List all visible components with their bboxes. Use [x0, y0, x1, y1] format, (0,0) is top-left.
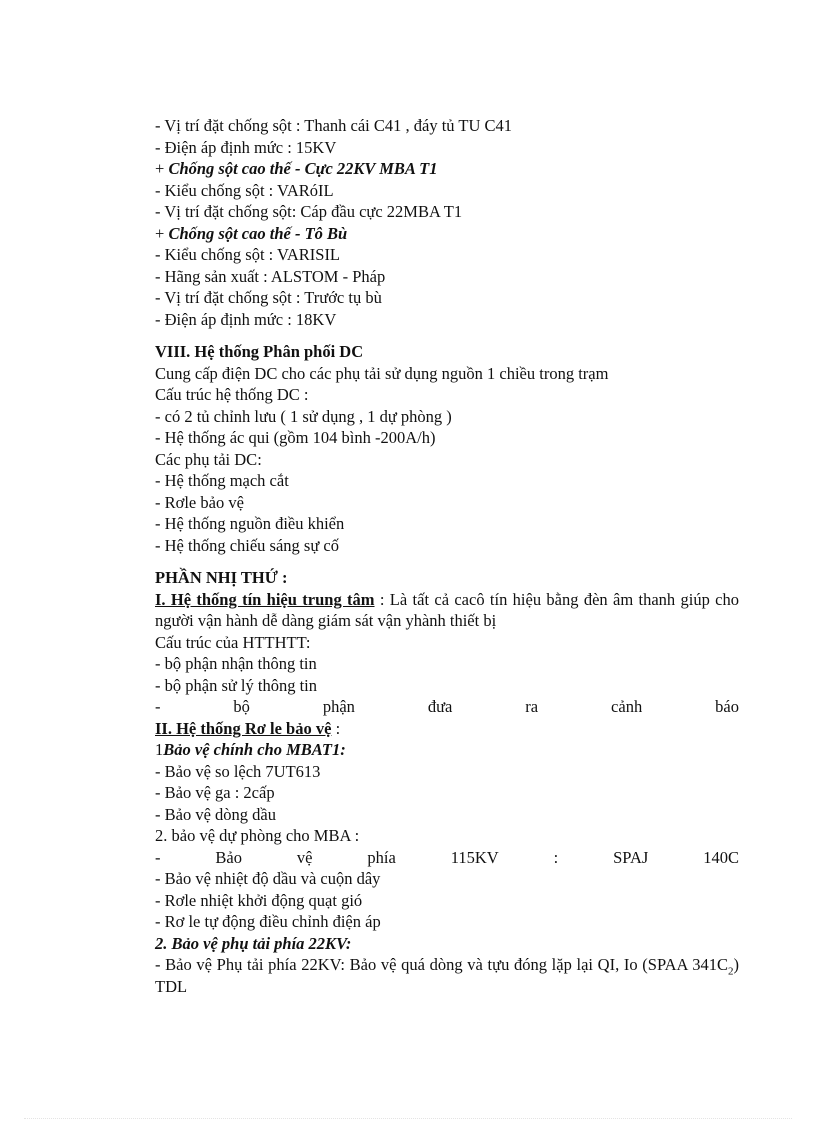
text-line: - Rơle nhiệt khởi động quạt gió — [155, 890, 363, 910]
subheading — [155, 739, 739, 761]
list-number: 1 — [155, 740, 164, 759]
word: Bảo — [215, 847, 242, 867]
text-line: - có 2 tủ chỉnh lưu ( 1 sử dụng , 1 dự phòng ) — [155, 406, 452, 426]
paragraph-text: - Bảo vệ Phụ tải phía 22KV: Bảo vệ quá dòng và tựu đóng lặp lại QI, Io (SPAA 341C — [155, 955, 728, 974]
text-line: - Hãng sản xuất : ALSTOM - Pháp — [155, 266, 386, 286]
word: 140C — [703, 847, 739, 867]
text-line: - bộ phận sử lý thông tin — [155, 675, 318, 695]
text-line: Cấu trúc của HTTHTT: — [155, 632, 311, 652]
bullet-plus: + — [155, 223, 169, 243]
page-bottom-rule — [24, 1118, 792, 1119]
text-line: - Rơ le tự động điều chỉnh điện áp — [155, 912, 381, 931]
word: SPAJ — [613, 847, 649, 867]
word: phía — [367, 847, 396, 867]
section-title: I. Hệ thống tín hiệu trung tâm — [155, 589, 375, 609]
paragraph-feeder-protection — [155, 954, 739, 997]
word: - — [155, 847, 161, 867]
word: : — [553, 847, 559, 867]
text-line: - Bảo vệ ga : 2cấp — [155, 783, 275, 802]
document-page — [155, 115, 739, 997]
text-line: 2. bảo vệ dự phòng cho MBA : — [155, 826, 360, 845]
word: vệ — [296, 847, 313, 867]
text-line: - Kiểu chống sột : VARISIL — [155, 245, 341, 264]
text-line: - Vị trí đặt chống sột : Thanh cái C41 , đáy tủ TU C41 — [155, 116, 513, 135]
word: 115KV — [450, 847, 499, 867]
justified-line — [155, 696, 739, 718]
subheading-text: Chống sột cao thế - Cực 22KV MBA T1 — [168, 159, 438, 178]
subheading-text: Bảo vệ chính cho MBAT1: — [163, 740, 346, 759]
word: ra — [525, 697, 539, 716]
text-line: - Rơle bảo vệ — [155, 492, 244, 512]
section-text: : Là tất cả cacô tín hiệu bằng đèn âm thanh giúp cho người vận hành dễ dàng giám sát vận yhành thiết bị — [155, 589, 739, 630]
paragraph-signal-system — [155, 589, 739, 632]
text-line: - Điện áp định mức : 15KV — [155, 137, 337, 157]
text-line: Các phụ tải DC: — [155, 449, 262, 469]
section-heading-relay — [155, 718, 739, 740]
subheading-text: Chống sột cao thế - Tô Bù — [168, 223, 348, 243]
text-line: - Bảo vệ nhiệt độ dầu và cuộn dây — [155, 869, 381, 888]
word: phận — [322, 697, 355, 716]
text-line: - Hệ thống mạch cắt — [155, 471, 289, 490]
text-line: - Hệ thống nguồn điều khiển — [155, 514, 345, 533]
subheading: 2. Bảo vệ phụ tải phía 22KV: — [155, 933, 352, 953]
section-text: : — [331, 718, 341, 738]
word: báo — [715, 697, 739, 716]
subheading — [155, 158, 739, 180]
text-line: - Điện áp định mức : 18KV — [155, 309, 337, 329]
paragraph-text-end: ) TDL — [155, 955, 739, 996]
justified-line — [155, 847, 739, 869]
text-line: - Hệ thống chiếu sáng sự cố — [155, 535, 339, 555]
word: cảnh — [611, 697, 643, 716]
text-line: - Bảo vệ so lệch 7UT613 — [155, 761, 321, 781]
text-line: - Vị trí đặt chống sột : Trước tụ bù — [155, 288, 382, 307]
word: bộ — [233, 697, 250, 716]
section-heading-dc: VIII. Hệ thống Phân phối DC — [155, 342, 364, 361]
subscript: 2 — [728, 965, 734, 978]
text-line: - bộ phận nhận thông tin — [155, 654, 317, 673]
text-line: - Hệ thống ác qui (gồm 104 bình -200A/h) — [155, 428, 436, 447]
text-line: - Kiểu chống sột : VARóIL — [155, 180, 334, 200]
text-line: - Bảo vệ dòng dầu — [155, 804, 276, 824]
text-line: Cấu trúc hệ thống DC : — [155, 385, 309, 404]
section-title: II. Hệ thống Rơ le bảo vệ — [155, 718, 332, 738]
word: - — [155, 697, 161, 716]
bullet-plus: + — [155, 159, 169, 178]
text-line: - Vị trí đặt chống sột: Cáp đầu cực 22MBA T1 — [155, 202, 463, 221]
part-heading: PHẦN NHỊ THỨ : — [155, 568, 288, 587]
word: đưa — [427, 697, 453, 716]
text-line: Cung cấp điện DC cho các phụ tải sử dụng nguồn 1 chiều trong trạm — [155, 363, 609, 383]
subheading — [155, 223, 739, 245]
